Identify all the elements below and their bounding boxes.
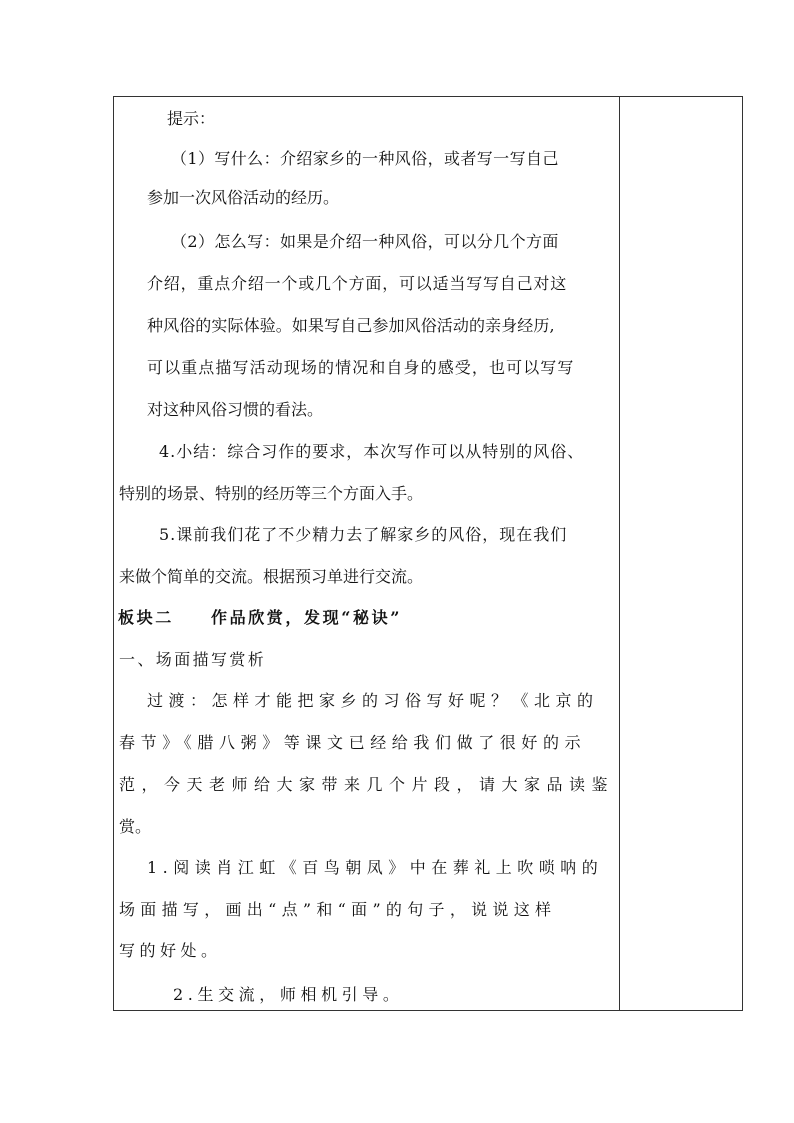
subsection1-title: 一、场面描写赏析 [119,650,267,669]
exchange-line1: 5.课前我们花了不少精力去了解家乡的风俗，现在我们 [159,525,568,544]
section2-title: 板块二 作品欣赏，发现“秘诀” [118,608,403,627]
hint-label: 提示： [167,109,216,128]
summary-line1: 4.小结：综合习作的要求，本次写作可以从特别的风俗、 [159,442,585,461]
read-line3: 写的好处。 [119,941,222,960]
summary-line2: 特别的场景、特别的经历等三个方面入手。 [119,484,424,503]
discuss-line1: 2.生交流，师相机引导。 [173,985,404,1004]
read-line2: 场面描写，画出“点”和“面”的句子，说说这样 [119,900,557,919]
hint2-line3: 种风俗的实际体验。如果写自己参加风俗活动的亲身经历, [147,316,555,335]
hint2-line5: 对这种风俗习惯的看法。 [147,400,324,419]
hint2-line1: （2）怎么写：如果是介绍一种风俗，可以分几个方面 [171,232,559,251]
exchange-line2: 来做个简单的交流。根据预习单进行交流。 [119,567,424,586]
transition-line1: 过渡：怎样才能把家乡的习俗写好呢？《北京的 [147,691,599,710]
transition-line4: 赏。 [119,817,152,836]
notes-cell [621,97,742,1010]
hint1-line1: （1）写什么：介绍家乡的一种风俗，或者写一写自己 [171,149,559,168]
transition-line2: 春节》《腊八粥》等课文已经给我们做了很好的示 [119,733,587,752]
read-line1: 1.阅读肖江虹《百鸟朝凤》中在葬礼上吹唢呐的 [147,858,604,877]
hint1-line2: 参加一次风俗活动的经历。 [147,188,340,207]
table-column-divider [619,96,620,1011]
hint2-line2: 介绍，重点介绍一个或几个方面，可以适当写写自己对这 [147,274,568,293]
transition-line3: 范，今天老师给大家带来几个片段，请大家品读鉴 [119,775,615,794]
hint2-line4: 可以重点描写活动现场的情况和自身的感受，也可以写写 [147,358,575,377]
